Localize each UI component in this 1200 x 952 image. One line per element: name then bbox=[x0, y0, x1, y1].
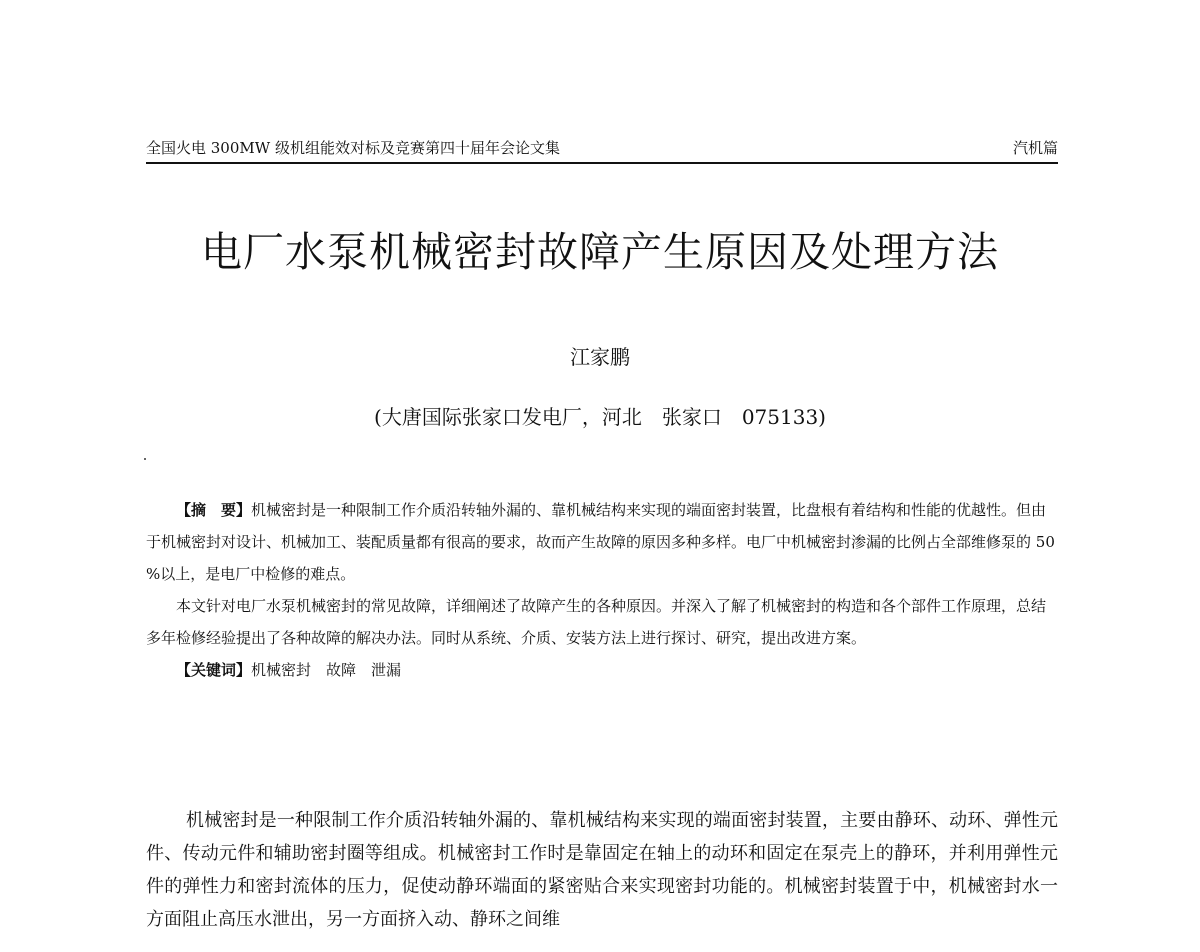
abstract-label: 【摘 要】 bbox=[176, 501, 252, 519]
header-proceedings-title: 全国火电 300MW 级机组能效对标及竞赛第四十届年会论文集 bbox=[146, 139, 560, 157]
keywords-text: 机械密封 故障 泄漏 bbox=[251, 661, 402, 679]
abstract-section bbox=[146, 494, 1058, 686]
running-header bbox=[146, 136, 1058, 164]
abstract-text: 机械密封是一种限制工作介质沿转轴外漏的、靠机械结构来实现的端面密封装置，比盘根有着结构和性能的优越性。但由于机械密封对设计、机械加工、装配质量都有很高的要求，故而产生故障的原因多种多样。电厂中机械密封渗漏的比例占全部维修泵的 50 %以上，是电厂中检修的难点。 bbox=[146, 501, 1055, 583]
keywords-label: 【关键词】 bbox=[176, 661, 252, 679]
keywords-line bbox=[146, 654, 1058, 686]
author-affiliation: (大唐国际张家口发电厂，河北 张家口 075133) bbox=[374, 405, 826, 429]
paper-title: 电厂水泵机械密封故障产生原因及处理方法 bbox=[201, 228, 999, 276]
author-name: 江家鹏 bbox=[570, 345, 630, 369]
body-paragraph-1: 机械密封是一种限制工作介质沿转轴外漏的、靠机械结构来实现的端面密封装置，主要由静环、动环、弹性元件、传动元件和辅助密封圈等组成。机械密封工作时是靠固定在轴上的动环和固定在泵壳上的静环，并利用弹性元件的弹性力和密封流体的压力，促使动静环端面的紧密贴合来实现密封功能的。机械密封装置于中，机械密封水一方面阻止高压水泄出，另一方面挤入动、静环之间维 bbox=[146, 810, 1058, 930]
abstract-paragraph-2: 本文针对电厂水泵机械密封的常见故障，详细阐述了故障产生的各种原因。并深入了解了机械密封的构造和各个部件工作原理，总结多年检修经验提出了各种故障的解决办法。同时从系统、介质、安装方法上进行探讨、研究，提出改进方案。 bbox=[146, 597, 1047, 647]
scan-speck bbox=[144, 458, 146, 460]
body-section bbox=[146, 804, 1058, 936]
header-section-label: 汽机篇 bbox=[1012, 139, 1058, 157]
abstract-paragraph bbox=[146, 494, 1058, 590]
